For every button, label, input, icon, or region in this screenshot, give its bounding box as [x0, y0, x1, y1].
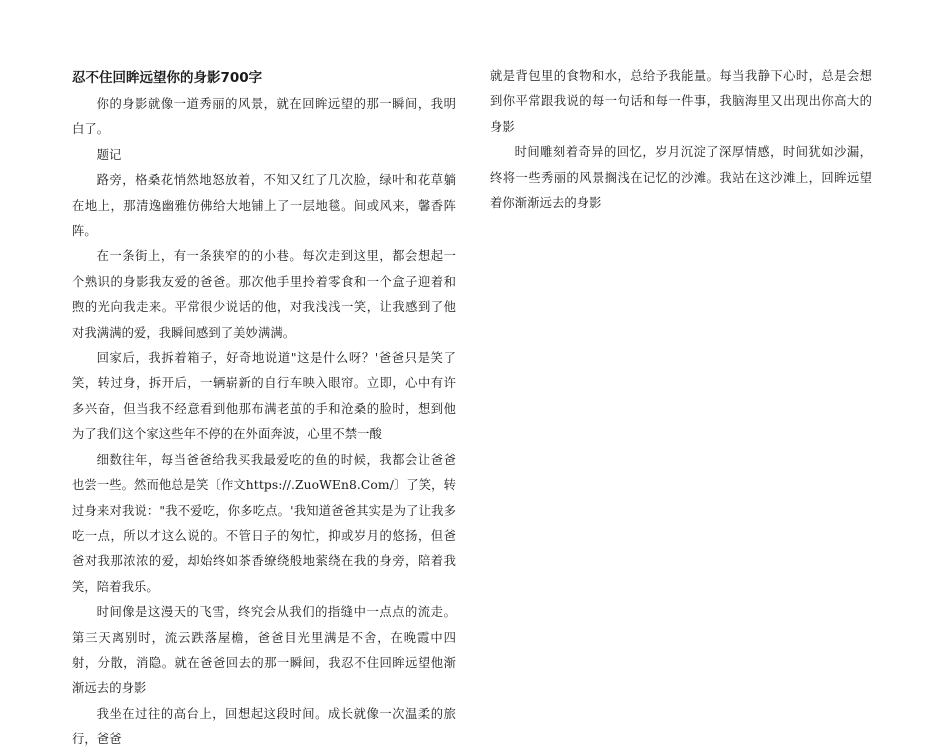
- right-column: [490, 64, 872, 216]
- paragraph-roadside: 路旁，格桑花悄然地怒放着，不知又红了几次脸，绿叶和花草躺在地上，那清逸幽雅仿佛给大地铺上了一层地毯。间或风来，馨香阵阵。: [72, 173, 456, 239]
- paragraph-fish: 细数往年，每当爸爸给我买我最爱吃的鱼的时候，我都会让爸爸也尝一些。然而他总是笑〔作文https://.ZuoWEn8.Com/〕了笑，转过身来对我说："我不爱吃，你多吃点。'我知道爸爸其实是为了让我多吃一点，所以才这么说的。不管日子的匆忙，抑或岁月的悠扬，但爸爸对我那浓浓的爱，却始终如茶香缭绕般地萦绕在我的身旁，陪着我笑，陪着我乐。: [72, 452, 456, 594]
- paragraph-closing: 时间雕刻着奇异的回忆，岁月沉淀了深厚情感，时间犹如沙漏，终将一些秀丽的风景搁浅在记忆的沙滩。我站在这沙滩上，回眸远望着你渐渐远去的身影: [490, 145, 872, 211]
- paragraph-journey: 我坐在过往的高台上，回想起这段时间。成长就像一次温柔的旅行，爸爸: [72, 706, 456, 747]
- paragraph-farewell: 时间像是这漫天的飞雪，终究会从我们的指缝中一点点的流走。第三天离别时，流云跌落屋檐，爸爸目光里满是不舍，在晚霞中四射，分散，消隐。就在爸爸回去的那一瞬间，我忍不住回眸远望他渐渐远去的身影: [72, 605, 456, 696]
- paragraph-bicycle: 回家后，我拆着箱子，好奇地说道"这是什么呀？'爸爸只是笑了笑，转过身，拆开后，一辆崭新的自行车映入眼帘。立即，心中有许多兴奋，但当我不经意看到他那布满老茧的手和沧桑的脸时，想到他为了我们这个家这些年不停的在外面奔波，心里不禁一酸: [72, 351, 456, 442]
- paragraph-intro: 你的身影就像一道秀丽的风景，就在回眸远望的那一瞬间，我明白了。: [72, 97, 456, 137]
- left-column: [72, 68, 456, 753]
- article-title: 忍不住回眸远望你的身影700字: [72, 70, 263, 86]
- paragraph-alley: 在一条街上，有一条狭窄的的小巷。每次走到这里，都会想起一个熟识的身影我友爱的爸爸。那次他手里拎着零食和一个盒子迎着和煦的光向我走来。平常很少说话的他，对我浅浅一笑，让我感到了他对我满满的爱，我瞬间感到了美妙满满。: [72, 249, 456, 340]
- paragraph-epigraph-label: 题记: [96, 147, 122, 162]
- paragraph-journey-continued: 就是背包里的食物和水，总给予我能量。每当我静下心时，总是会想到你平常跟我说的每一句话和每一件事，我脑海里又出现出你高大的身影: [490, 69, 872, 134]
